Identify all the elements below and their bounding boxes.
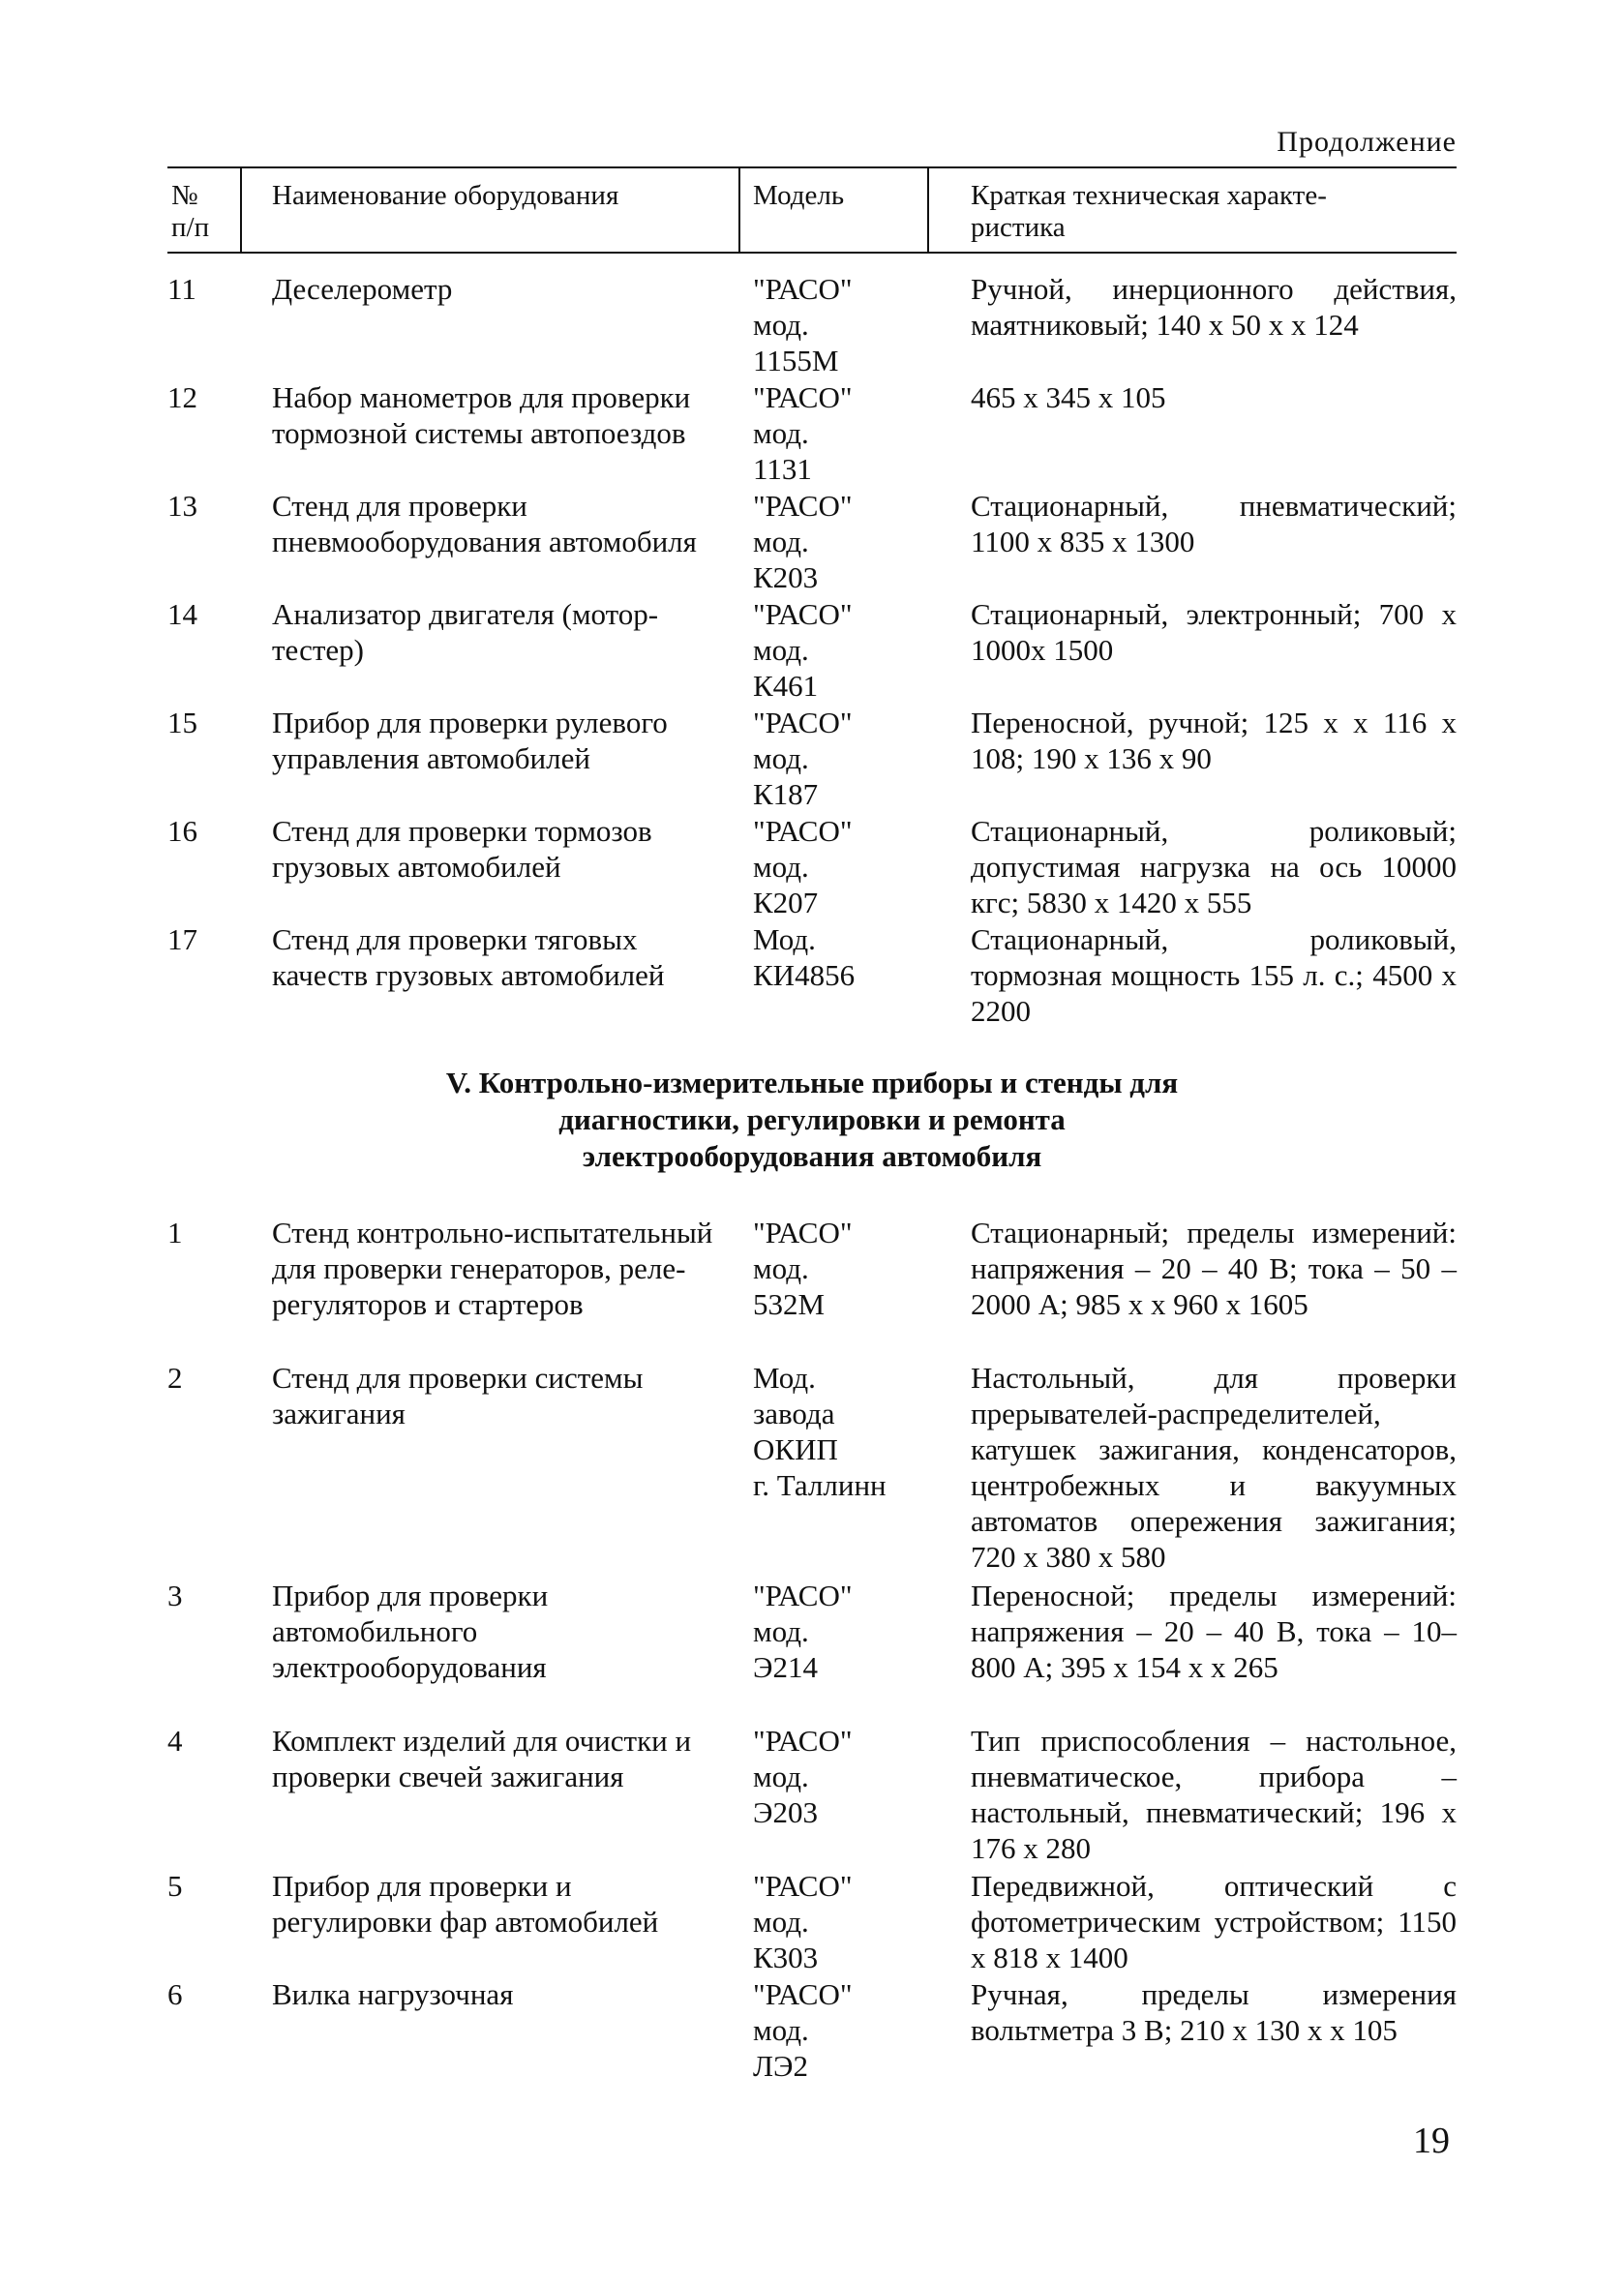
row-model: "РАСО" мод. 1155М — [753, 272, 853, 377]
row-number: 6 — [167, 1977, 183, 2011]
row-number: 11 — [167, 272, 196, 306]
row-number: 5 — [167, 1869, 183, 1903]
column-divider — [738, 168, 740, 252]
row-description: Стационарный, роликовый; допустимая нагрузка на ось 10000 кгс; 5830 х 1420 х 555 — [971, 814, 1457, 919]
row-description: Передвижной, оптический с фотометрическим устройством; 1150 х 818 х 1400 — [971, 1869, 1457, 1974]
header-description: Краткая техническая характе- ристика — [971, 180, 1327, 243]
row-number: 1 — [167, 1216, 183, 1249]
row-number: 2 — [167, 1361, 183, 1395]
row-model: "РАСО" мод. К203 — [753, 489, 853, 594]
row-model: "РАСО" мод. К207 — [753, 814, 853, 919]
section-title: V. Контрольно-измерительные приборы и стенды для диагностики, регулировки и ремонта электрооборудования автомобиля — [445, 1066, 1179, 1173]
row-description: Переносной; пределы измерений: напряжения – 20 – 40 В, тока – 10–800 А; 395 х 154 х х 265 — [971, 1579, 1457, 1684]
header-name: Наименование оборудования — [272, 180, 619, 211]
row-name: Стенд для проверки пневмооборудования автомобиля — [272, 489, 697, 558]
row-name: Прибор для проверки и регулировки фар автомобилей — [272, 1869, 659, 1939]
row-model: "РАСО" мод. Э203 — [753, 1724, 853, 1829]
row-model: "РАСО" мод. К303 — [753, 1869, 853, 1974]
row-name: Вилка нагрузочная — [272, 1977, 514, 2011]
row-description: Настольный, для проверки прерывателей-распределителей, катушек зажигания, конденсаторов, центробежных и вакуумных автоматов опережения зажигания; 720 х 380 х 580 — [971, 1361, 1457, 1574]
column-divider — [927, 168, 929, 252]
row-description: Переносной, ручной; 125 х х 116 х 108; 190 х 136 х 90 — [971, 706, 1457, 775]
row-model: "РАСО" мод. К187 — [753, 706, 853, 811]
row-model: "РАСО" мод. 532М — [753, 1216, 853, 1321]
row-number: 4 — [167, 1724, 183, 1758]
row-name: Набор манометров для проверки тормозной системы автопоездов — [272, 380, 691, 450]
row-name: Стенд для проверки системы зажигания — [272, 1361, 644, 1430]
row-description: Ручная, пределы измерения вольтметра 3 В; 210 х 130 х х 105 — [971, 1977, 1457, 2047]
row-number: 17 — [167, 922, 197, 956]
row-number: 14 — [167, 597, 197, 631]
row-number: 16 — [167, 814, 197, 848]
row-description: Стационарный, электронный; 700 х 1000х 1500 — [971, 597, 1457, 667]
row-description: 465 х 345 х 105 — [971, 380, 1166, 414]
row-name: Прибор для проверки автомобильного электрооборудования — [272, 1579, 549, 1684]
row-model: "РАСО" мод. 1131 — [753, 380, 853, 486]
row-number: 12 — [167, 380, 197, 414]
row-description: Тип приспособления – настольное, пневматическое, прибора – настольный, пневматический; 196 х 176 х 280 — [971, 1724, 1457, 1865]
row-number: 13 — [167, 489, 197, 523]
table-header — [167, 166, 1457, 254]
row-name: Прибор для проверки рулевого управления автомобилей — [272, 706, 668, 775]
page-number: 19 — [1413, 2121, 1450, 2161]
row-model: "РАСО" мод. Э214 — [753, 1579, 853, 1684]
row-name: Анализатор двигателя (мотор-тестер) — [272, 597, 659, 667]
row-description: Ручной, инерционного действия, маятниковый; 140 х 50 х х 124 — [971, 272, 1457, 342]
row-model: Мод. завода ОКИП г. Таллинн — [753, 1361, 887, 1502]
row-model: Мод. КИ4856 — [753, 922, 856, 992]
row-description: Стационарный; пределы измерений: напряжения – 20 – 40 В; тока – 50 – 2000 А; 985 х х 960 х 1605 — [971, 1216, 1457, 1321]
row-model: "РАСО" мод. К461 — [753, 597, 853, 703]
row-name: Стенд для проверки тяговых качеств грузовых автомобилей — [272, 922, 665, 992]
column-divider — [240, 168, 242, 252]
row-name: Стенд для проверки тормозов грузовых автомобилей — [272, 814, 652, 884]
header-model: Модель — [753, 180, 845, 211]
row-description: Стационарный, роликовый, тормозная мощность 155 л. с.; 4500 х 2200 — [971, 922, 1457, 1028]
header-number: № п/п — [171, 180, 210, 243]
row-name: Деселерометр — [272, 272, 453, 306]
row-name: Комплект изделий для очистки и проверки свечей зажигания — [272, 1724, 692, 1793]
row-description: Стационарный, пневматический; 1100 х 835 х 1300 — [971, 489, 1457, 558]
row-number: 15 — [167, 706, 197, 739]
row-model: "РАСО" мод. ЛЭ2 — [753, 1977, 853, 2083]
row-number: 3 — [167, 1579, 183, 1612]
row-name: Стенд контрольно-испытательный для проверки генераторов, реле-регуляторов и стартеров — [272, 1216, 713, 1321]
continuation-label: Продолжение — [1277, 126, 1457, 158]
